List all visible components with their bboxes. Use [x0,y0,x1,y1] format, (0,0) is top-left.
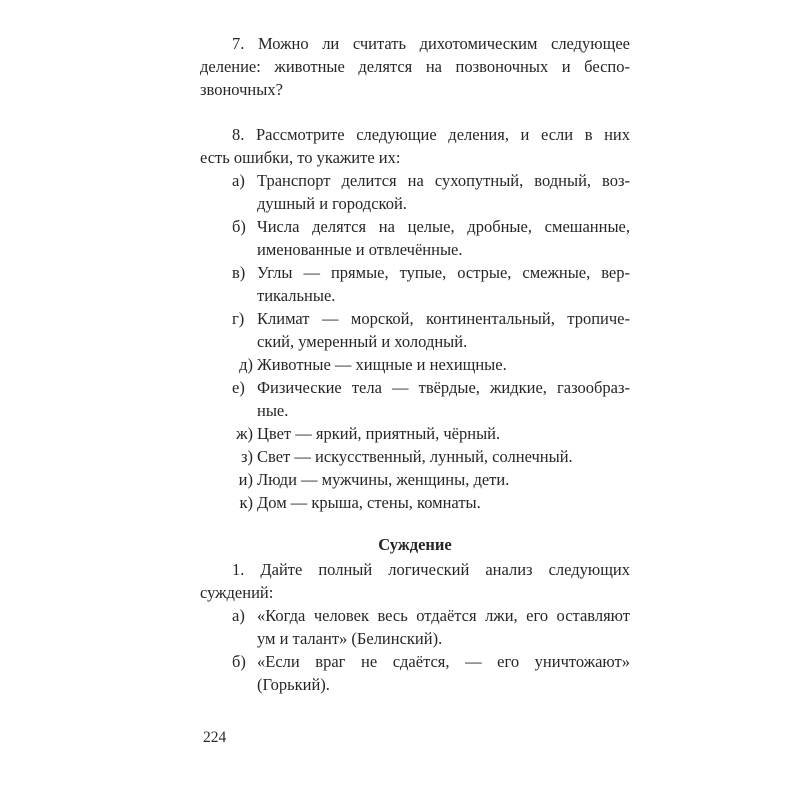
list-item-label: в) [232,263,246,282]
question-1-line: суждений: [200,583,274,602]
list-item-text: «Когда человек весь отдаётся лжи, его оставляют [257,606,630,625]
list-item-continuation: тикальные. [257,286,336,305]
question-8-line: есть ошибки, то укажите их: [200,148,401,167]
list-item-continuation: ский, умеренный и холодный. [257,332,468,351]
list-item-label: б) [232,217,246,236]
question-7-line: деление: животные делятся на позвоночных и беспо- [200,57,630,76]
list-item-text: «Если враг не сдаётся, — его уничтожают» [257,652,630,671]
list-item-text: Климат — морской, континентальный, тропиче- [257,309,630,328]
list-item [200,604,630,627]
list-item [200,650,630,673]
list-item [200,422,630,445]
list-item-label: а) [232,171,245,190]
question-8-line: 8. Рассмотрите следующие деления, и если в них [232,125,630,144]
list-item-label: е) [232,378,245,397]
list-item [200,307,630,330]
list-item-label: ж) [236,424,253,443]
question-1-line: 1. Дайте полный логический анализ следующих [232,560,630,579]
list-item-label: д) [239,355,253,374]
list-item-text: Числа делятся на целые, дробные, смешанные, [257,217,630,236]
list-item-continuation: ум и талант» (Белинский). [257,629,443,648]
list-item-label: к) [239,493,253,512]
list-item [200,445,630,468]
list-item-label: и) [238,470,253,489]
section-heading: Суждение [378,535,452,554]
list-item-text: Углы — прямые, тупые, острые, смежные, вер- [257,263,630,282]
list-item-text: Физические тела — твёрдые, жидкие, газообраз- [257,378,630,397]
list-item [200,261,630,284]
page-text-block [200,32,630,696]
list-item-text: Транспорт делится на сухопутный, водный, воз- [257,171,630,190]
list-item-text: Люди — мужчины, женщины, дети. [257,470,510,489]
question-7-line: 7. Можно ли считать дихотомическим следующее [232,34,630,53]
list-item-text: Животные — хищные и нехищные. [257,355,507,374]
list-item-continuation: (Горький). [257,675,330,694]
list-item [200,169,630,192]
list-item-text: Дом — крыша, стены, комнаты. [257,493,481,512]
question-7-line: звоночных? [200,80,283,99]
list-item-text: Свет — искусственный, лунный, солнечный. [257,447,573,466]
list-item-continuation: ные. [257,401,289,420]
list-item-continuation: именованные и отвлечённые. [257,240,463,259]
list-item [200,491,630,514]
list-item-label: з) [240,447,253,466]
list-item-text: Цвет — яркий, приятный, чёрный. [257,424,501,443]
page-number: 224 [203,729,227,746]
list-item-continuation: душный и городской. [257,194,407,213]
list-item [200,353,630,376]
list-item [200,376,630,399]
list-item [200,215,630,238]
list-item-label: а) [232,606,245,625]
list-item [200,468,630,491]
list-item-label: б) [232,652,246,671]
list-item-label: г) [232,309,245,328]
